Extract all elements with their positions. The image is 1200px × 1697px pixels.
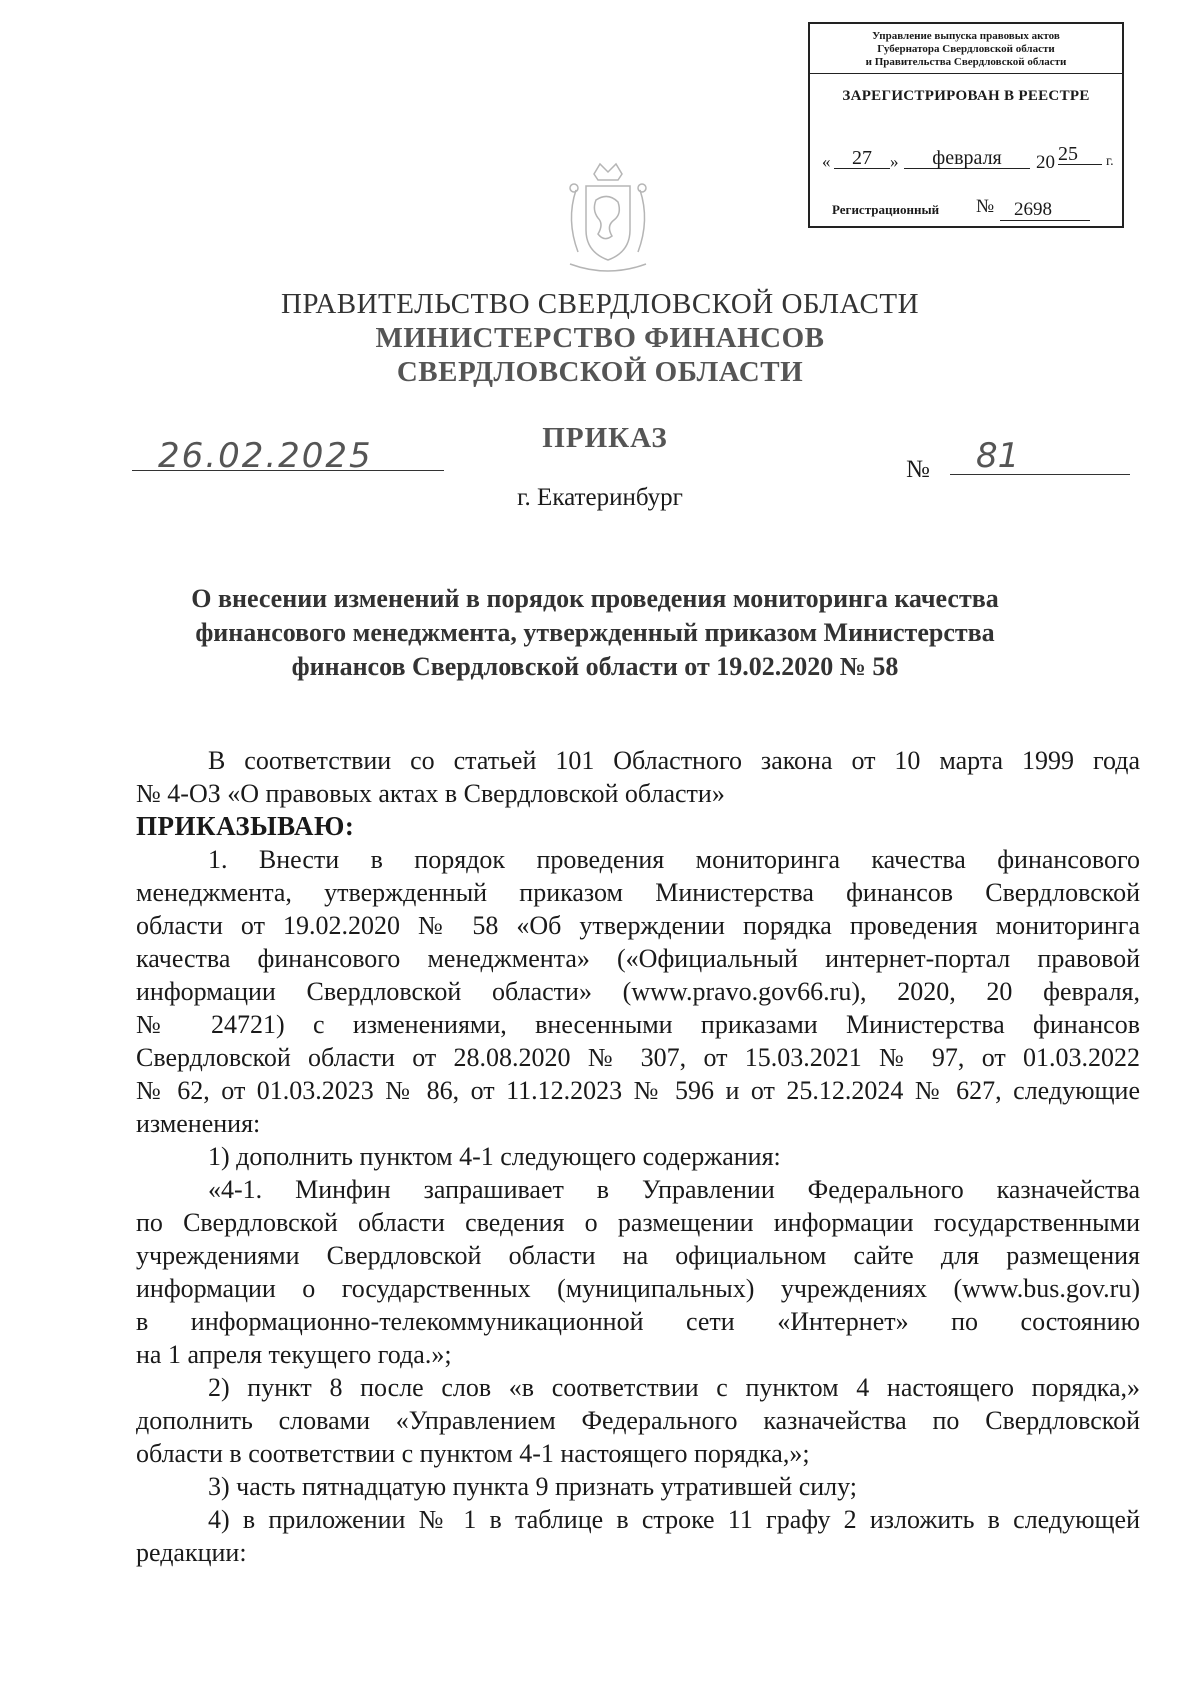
- coat-of-arms-icon: [556, 160, 660, 280]
- paragraph-line: качества финансового менеджмента» («Официальный интернет-портал правовой: [136, 944, 1140, 973]
- paragraph-line: информации Свердловской области» (www.pravo.gov66.ru), 2020, 20 февраля,: [136, 977, 1140, 1006]
- document-body: [136, 744, 1140, 1569]
- document-type: ПРИКАЗ: [542, 422, 668, 454]
- registration-stamp: [808, 22, 1124, 228]
- stamp-quote-close: »: [890, 152, 899, 171]
- paragraph-line: менеджмента, утвержденный приказом Министерства финансов Свердловской: [136, 878, 1140, 907]
- title-line: О внесении изменений в порядок проведения мониторинга качества: [191, 584, 999, 613]
- quote-line: на 1 апреля текущего года.»;: [136, 1340, 452, 1369]
- stamp-reg-number: 2698: [1000, 200, 1090, 221]
- stamp-date: [822, 143, 1118, 174]
- handwritten-date: 26.02.2025: [158, 436, 373, 476]
- stamp-org-line: Губернатора Свердловской области: [877, 43, 1055, 55]
- paragraph-line: № 62, от 01.03.2023 № 86, от 11.12.2023 № 596 и от 25.12.2024 № 627, следующие: [136, 1076, 1140, 1105]
- quote-line: в информационно-телекоммуникационной сети «Интернет» по состоянию: [136, 1307, 1140, 1336]
- stamp-registered-label: ЗАРЕГИСТРИРОВАН В РЕЕСТРЕ: [842, 88, 1090, 104]
- date-underline: [132, 470, 444, 471]
- stamp-organization: [810, 24, 1122, 74]
- paragraph-line: Свердловской области от 28.08.2020 № 307, от 15.03.2021 № 97, от 01.03.2022: [136, 1043, 1140, 1072]
- stamp-quote-open: «: [822, 152, 831, 171]
- stamp-reg-label: Регистрационный: [832, 202, 940, 217]
- stamp-day: 27: [834, 148, 890, 169]
- intro-line: № 4-ОЗ «О правовых актах в Свердловской области»: [136, 779, 725, 808]
- list-item: 4) в приложении № 1 в таблице в строке 11 графу 2 изложить в следующей: [208, 1505, 1140, 1534]
- title-line: финансового менеджмента, утвержденный приказом Министерства: [195, 618, 995, 647]
- stamp-month: февраля: [904, 148, 1030, 169]
- paragraph-line: изменения:: [136, 1109, 261, 1138]
- list-item: области в соответствии с пунктом 4-1 настоящего порядка,»;: [136, 1439, 810, 1468]
- number-sign: №: [906, 456, 930, 483]
- stamp-year-prefix: 20: [1036, 152, 1055, 173]
- quote-line: по Свердловской области сведения о размещении информации государственными: [136, 1208, 1140, 1237]
- stamp-number-sign: №: [976, 196, 995, 217]
- list-item: редакции:: [136, 1538, 247, 1567]
- quote-line: «4-1. Минфин запрашивает в Управлении Федерального казначейства: [208, 1175, 1140, 1204]
- list-item: дополнить словами «Управлением Федерального казначейства по Свердловской: [136, 1406, 1140, 1435]
- paragraph-line: № 24721) с изменениями, внесенными приказами Министерства финансов: [136, 1010, 1140, 1039]
- document-title: [0, 582, 1190, 684]
- handwritten-number: 81: [976, 436, 1020, 476]
- stamp-org-line: и Правительства Свердловской области: [865, 56, 1067, 68]
- quote-line: информации о государственных (муниципальных) учреждениях (www.bus.gov.ru): [136, 1274, 1140, 1303]
- list-item: 2) пункт 8 после слов «в соответствии с пунктом 4 настоящего порядка,»: [208, 1373, 1140, 1402]
- city: г. Екатеринбург: [517, 484, 683, 511]
- list-item: 3) часть пятнадцатую пункта 9 признать утратившей силу;: [208, 1472, 857, 1501]
- stamp-org-line: Управление выпуска правовых актов: [872, 30, 1060, 42]
- paragraph-line: 1. Внести в порядок проведения мониторинга качества финансового: [208, 845, 1140, 874]
- government-name: ПРАВИТЕЛЬСТВО СВЕРДЛОВСКОЙ ОБЛАСТИ: [280, 288, 920, 320]
- title-line: финансов Свердловской области от 19.02.2020 № 58: [291, 652, 899, 681]
- ministry-name: МИНИСТЕРСТВО ФИНАНСОВ: [375, 322, 825, 354]
- paragraph-line: области от 19.02.2020 № 58 «Об утверждении порядка проведения мониторинга: [136, 911, 1140, 940]
- order-word: ПРИКАЗЫВАЮ:: [136, 811, 355, 841]
- ministry-region: СВЕРДЛОВСКОЙ ОБЛАСТИ: [396, 356, 804, 388]
- number-underline: [950, 474, 1130, 475]
- intro-line: В соответствии со статьей 101 Областного закона от 10 марта 1999 года: [208, 746, 1140, 775]
- stamp-year-suffix: 25: [1058, 144, 1102, 165]
- list-item: 1) дополнить пунктом 4-1 следующего содержания:: [208, 1142, 781, 1171]
- stamp-year-unit: г.: [1106, 154, 1114, 169]
- quote-line: учреждениями Свердловской области на официальном сайте для размещения: [136, 1241, 1140, 1270]
